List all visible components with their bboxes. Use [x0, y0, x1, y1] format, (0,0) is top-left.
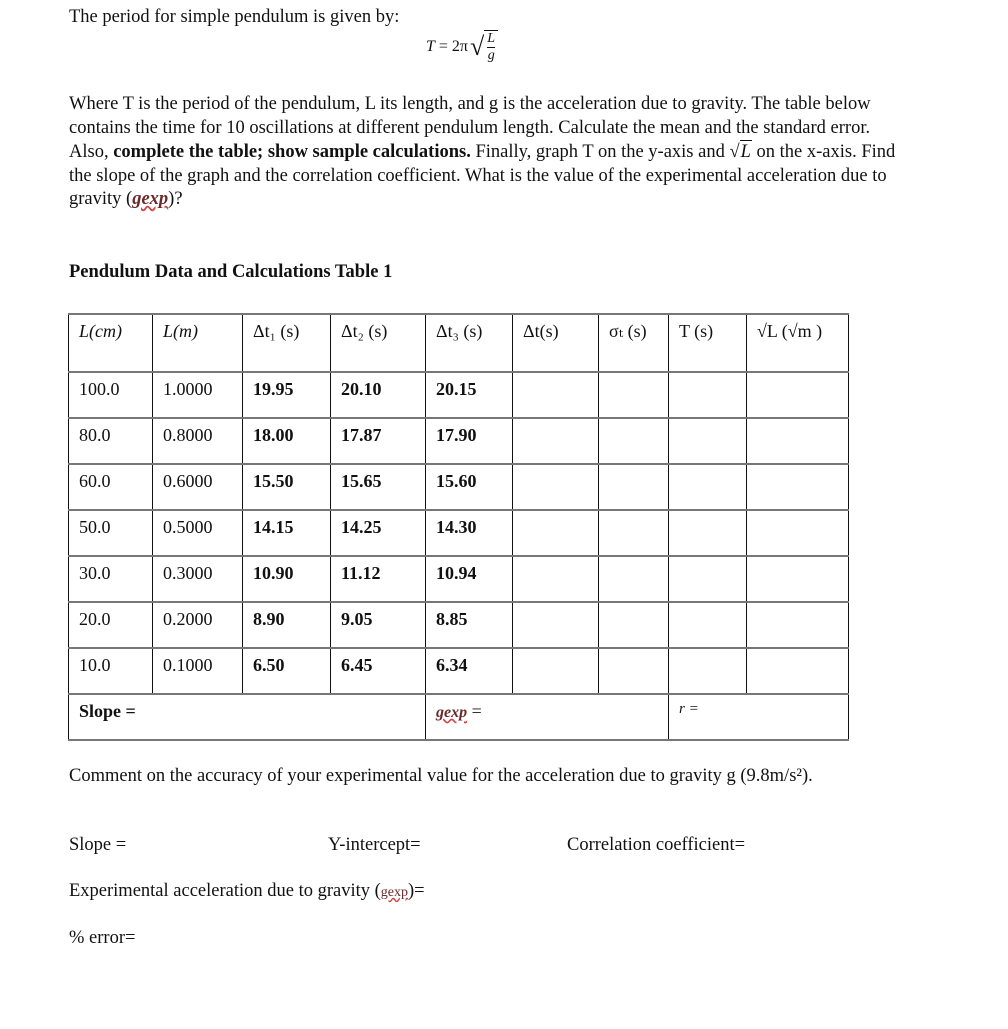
empty-cell[interactable]: [599, 372, 669, 418]
table-cell: 0.6000: [153, 464, 243, 510]
column-header: Δt₂ (s): [331, 314, 426, 372]
gexp-symbol: gexp: [436, 704, 468, 721]
empty-cell[interactable]: [669, 556, 747, 602]
empty-cell[interactable]: [669, 648, 747, 694]
formula-numerator: L: [487, 31, 496, 46]
empty-cell[interactable]: [513, 418, 599, 464]
column-header: T (s): [669, 314, 747, 372]
sqrt-l: L: [740, 140, 752, 165]
answer-experimental-g: [69, 881, 425, 902]
table-cell: 0.5000: [153, 510, 243, 556]
gexp-symbol: gexp: [380, 885, 409, 900]
table-cell: 50.0: [69, 510, 153, 556]
table-cell: 9.05: [331, 602, 426, 648]
empty-cell[interactable]: [513, 556, 599, 602]
table-cell: 1.0000: [153, 372, 243, 418]
table-cell: 10.0: [69, 648, 153, 694]
empty-cell[interactable]: [669, 510, 747, 556]
column-header: Δt₁ (s): [243, 314, 331, 372]
answer-correlation: Correlation coefficient=: [567, 835, 746, 855]
empty-cell[interactable]: [669, 418, 747, 464]
column-header: Δt(s): [513, 314, 599, 372]
comment-text: Comment on the accuracy of your experimental value for the acceleration due to gravity g (9.8m/s²).: [69, 766, 813, 786]
table-cell: 100.0: [69, 372, 153, 418]
answer-intercept: Y-intercept=: [328, 835, 421, 855]
header-row: [69, 314, 849, 372]
gexp-cell[interactable]: [426, 694, 669, 740]
para-bold: complete the table; show sample calculations.: [113, 142, 471, 162]
gexp-eq: =: [467, 701, 482, 721]
table-cell: 0.3000: [153, 556, 243, 602]
para-part: on the x-axis. Find the slope of the graph and the correlation coefficient. What is the value of the experimental acceleration due to gravity (: [69, 142, 896, 209]
sqrt-icon: √: [470, 32, 485, 61]
table-cell: 15.50: [243, 464, 331, 510]
table-cell: 30.0: [69, 556, 153, 602]
para-part: Where T is the period of the pendulum, L its length, and g is the acceleration due to gravity. The table below contains the time for 10 oscillations at different pendulum length. Calculate the mean and the standard error. Also,: [69, 94, 871, 162]
table-cell: 80.0: [69, 418, 153, 464]
column-header: L(cm): [69, 314, 153, 372]
column-header: L(m): [153, 314, 243, 372]
table-row: [69, 510, 849, 556]
empty-cell[interactable]: [747, 556, 849, 602]
table-cell: 20.0: [69, 602, 153, 648]
empty-cell[interactable]: [599, 556, 669, 602]
empty-cell[interactable]: [669, 372, 747, 418]
empty-cell[interactable]: [669, 464, 747, 510]
empty-cell[interactable]: [747, 372, 849, 418]
table-cell: 11.12: [331, 556, 426, 602]
table-cell: 10.94: [426, 556, 513, 602]
formula-denominator: g: [487, 48, 495, 63]
pendulum-data-table: [68, 313, 849, 741]
table-cell: 0.8000: [153, 418, 243, 464]
empty-cell[interactable]: [599, 648, 669, 694]
column-header: Δt₃ (s): [426, 314, 513, 372]
empty-cell[interactable]: [513, 464, 599, 510]
empty-cell[interactable]: [747, 602, 849, 648]
table-cell: 0.2000: [153, 602, 243, 648]
table-row: [69, 418, 849, 464]
empty-cell[interactable]: [513, 602, 599, 648]
table-cell: 10.90: [243, 556, 331, 602]
table-cell: 8.90: [243, 602, 331, 648]
answer-percent-error: % error=: [69, 928, 136, 948]
instructions-paragraph: Where T is the period of the pendulum, L its length, and g is the acceleration due to gravity. The table below contains the time for 10 oscillations at different pendulum length. Calculate the mean and the standard error. Also, complete the table; show sample calculations. Finally, graph T on the y-axis and √L on the x-axis. Find the slope of the graph and the correlation coefficient. What is the value of the experimental acceleration due to gravity (gexp)?: [69, 94, 896, 209]
gexp-symbol: gexp: [132, 189, 169, 209]
table-row: [69, 648, 849, 694]
empty-cell[interactable]: [599, 602, 669, 648]
slope-cell[interactable]: Slope =: [69, 694, 426, 740]
empty-cell[interactable]: [747, 510, 849, 556]
answer-slope: Slope =: [69, 835, 127, 855]
exp-g-eq: )=: [408, 881, 425, 901]
table-cell: 6.50: [243, 648, 331, 694]
empty-cell[interactable]: [599, 510, 669, 556]
empty-cell[interactable]: [599, 464, 669, 510]
empty-cell[interactable]: [747, 464, 849, 510]
table-row: [69, 372, 849, 418]
formula-eq: = 2π: [438, 38, 469, 55]
table-cell: 60.0: [69, 464, 153, 510]
table-cell: 14.15: [243, 510, 331, 556]
empty-cell[interactable]: [747, 648, 849, 694]
column-header: √L (√m ): [747, 314, 849, 372]
column-header: σₜ (s): [599, 314, 669, 372]
period-formula: [426, 30, 498, 64]
para-part: Finally, graph T on the y-axis and: [470, 142, 730, 162]
table-cell: 14.30: [426, 510, 513, 556]
table-cell: 17.90: [426, 418, 513, 464]
table-cell: 8.85: [426, 602, 513, 648]
table-row: [69, 556, 849, 602]
table-cell: 18.00: [243, 418, 331, 464]
table-cell: 20.15: [426, 372, 513, 418]
table-title: Pendulum Data and Calculations Table 1: [69, 262, 393, 282]
table-row: [69, 602, 849, 648]
formula-lhs: T: [426, 38, 435, 55]
intro-text: The period for simple pendulum is given by:: [69, 7, 400, 27]
table-cell: 15.60: [426, 464, 513, 510]
table-cell: 19.95: [243, 372, 331, 418]
table-cell: 0.1000: [153, 648, 243, 694]
footer-row: [69, 694, 849, 740]
exp-g-label: Experimental acceleration due to gravity (: [69, 881, 381, 901]
para-part: )?: [168, 189, 183, 209]
empty-cell[interactable]: [513, 648, 599, 694]
empty-cell[interactable]: [669, 602, 747, 648]
table-row: [69, 464, 849, 510]
table-cell: 17.87: [331, 418, 426, 464]
table-cell: 6.45: [331, 648, 426, 694]
table-cell: 14.25: [331, 510, 426, 556]
empty-cell[interactable]: [513, 510, 599, 556]
empty-cell[interactable]: [599, 418, 669, 464]
empty-cell[interactable]: [747, 418, 849, 464]
empty-cell[interactable]: [513, 372, 599, 418]
r-cell[interactable]: r =: [669, 694, 849, 740]
table-cell: 15.65: [331, 464, 426, 510]
table-cell: 6.34: [426, 648, 513, 694]
table-cell: 20.10: [331, 372, 426, 418]
